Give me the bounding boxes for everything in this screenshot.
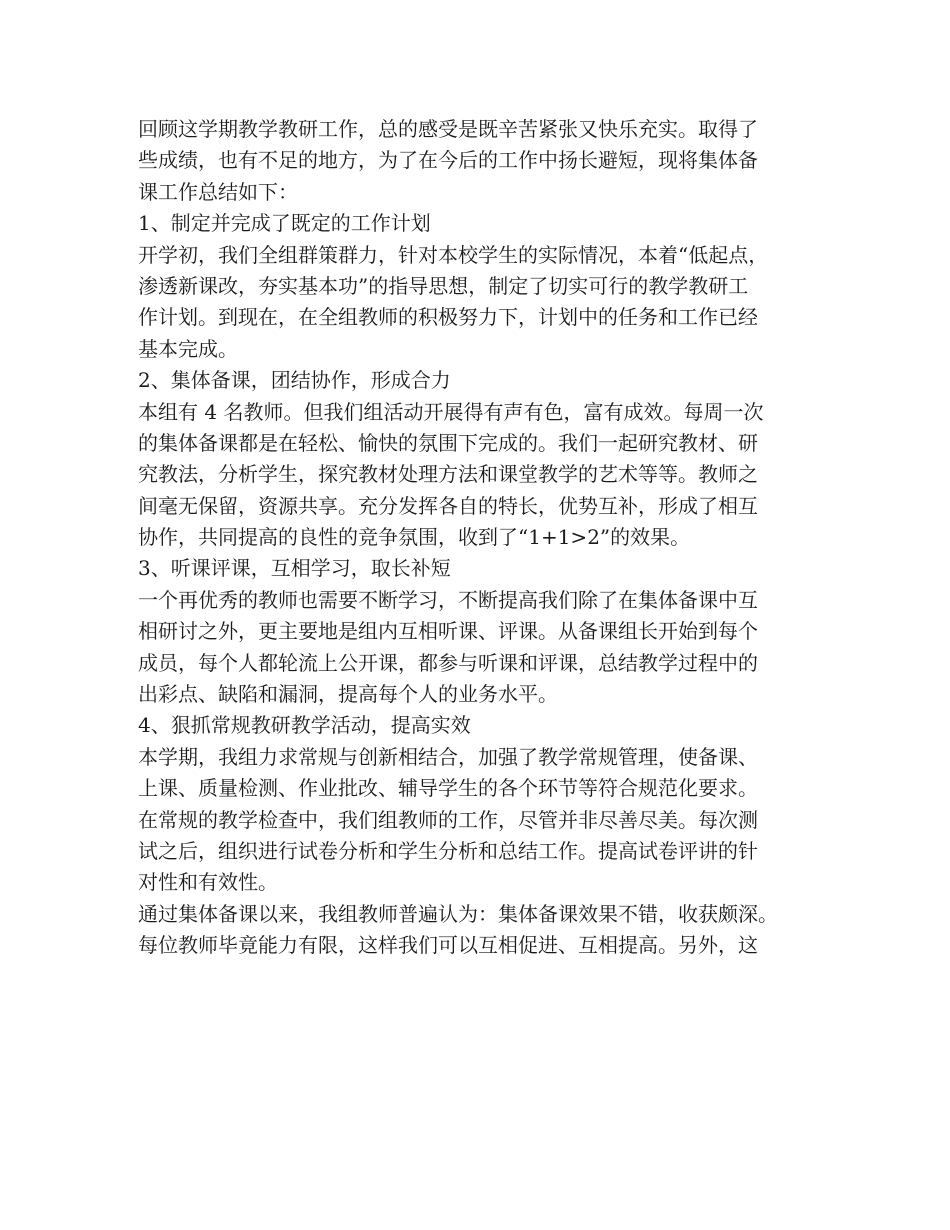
text-line: 出彩点、缺陷和漏洞，提高每个人的业务水平。 xyxy=(138,682,558,707)
document-body xyxy=(138,114,828,962)
section-heading-2: 2、集体备课，团结协作，形成合力 xyxy=(138,368,451,393)
section-heading-4: 4、狠抓常规教研教学活动，提高实效 xyxy=(138,713,471,738)
text-line: 每位教师毕竟能力有限，这样我们可以互相促进、互相提高。另外，这 xyxy=(138,933,758,958)
text-line: 些成绩，也有不足的地方，为了在今后的工作中扬长避短，现将集体备 xyxy=(138,148,758,173)
text-line: 相研讨之外，更主要地是组内互相听课、评课。从备课组长开始到每个 xyxy=(138,619,758,644)
text-line: 上课、质量检测、作业批改、辅导学生的各个环节等符合规范化要求。 xyxy=(138,776,758,801)
section-heading-3: 3、听课评课，互相学习，取长补短 xyxy=(138,556,451,581)
text-line: 本组有 4 名教师。但我们组活动开展得有声有色，富有成效。每周一次 xyxy=(138,399,764,424)
text-line: 课工作总结如下： xyxy=(138,179,298,204)
text-line: 本学期，我组力求常规与创新相结合，加强了教学常规管理，使备课、 xyxy=(138,744,758,769)
text-line: 究教法，分析学生，探究教材处理方法和课堂教学的艺术等等。教师之 xyxy=(138,462,758,487)
text-line: 间毫无保留，资源共享。充分发挥各自的特长，优势互补，形成了相互 xyxy=(138,493,758,518)
text-line: 开学初，我们全组群策群力，针对本校学生的实际情况，本着“低起点， xyxy=(138,242,769,267)
text-line: 一个再优秀的教师也需要不断学习，不断提高我们除了在集体备课中互 xyxy=(138,587,758,612)
text-line: 的集体备课都是在轻松、愉快的氛围下完成的。我们一起研究教材、研 xyxy=(138,430,758,455)
text-line: 试之后，组织进行试卷分析和学生分析和总结工作。提高试卷评讲的针 xyxy=(138,838,758,863)
text-line: 协作，共同提高的良性的竞争氛围，收到了“1+1>2”的效果。 xyxy=(138,525,691,550)
text-line: 通过集体备课以来，我组教师普遍认为：集体备课效果不错，收获颇深。 xyxy=(138,901,778,926)
text-line: 回顾这学期教学教研工作，总的感受是既辛苦紧张又快乐充实。取得了 xyxy=(138,117,758,141)
text-line: 基本完成。 xyxy=(138,336,238,361)
text-line: 成员，每个人都轮流上公开课，都参与听课和评课，总结教学过程中的 xyxy=(138,650,758,675)
text-line: 在常规的教学检查中，我们组教师的工作，尽管并非尽善尽美。每次测 xyxy=(138,807,758,832)
text-line: 作计划。到现在，在全组教师的积极努力下，计划中的任务和工作已经 xyxy=(138,305,758,330)
section-heading-1: 1、制定并完成了既定的工作计划 xyxy=(138,211,431,236)
text-line: 渗透新课改，夯实基本功”的指导思想，制定了切实可行的教学教研工 xyxy=(138,273,749,298)
text-line: 对性和有效性。 xyxy=(138,870,278,895)
